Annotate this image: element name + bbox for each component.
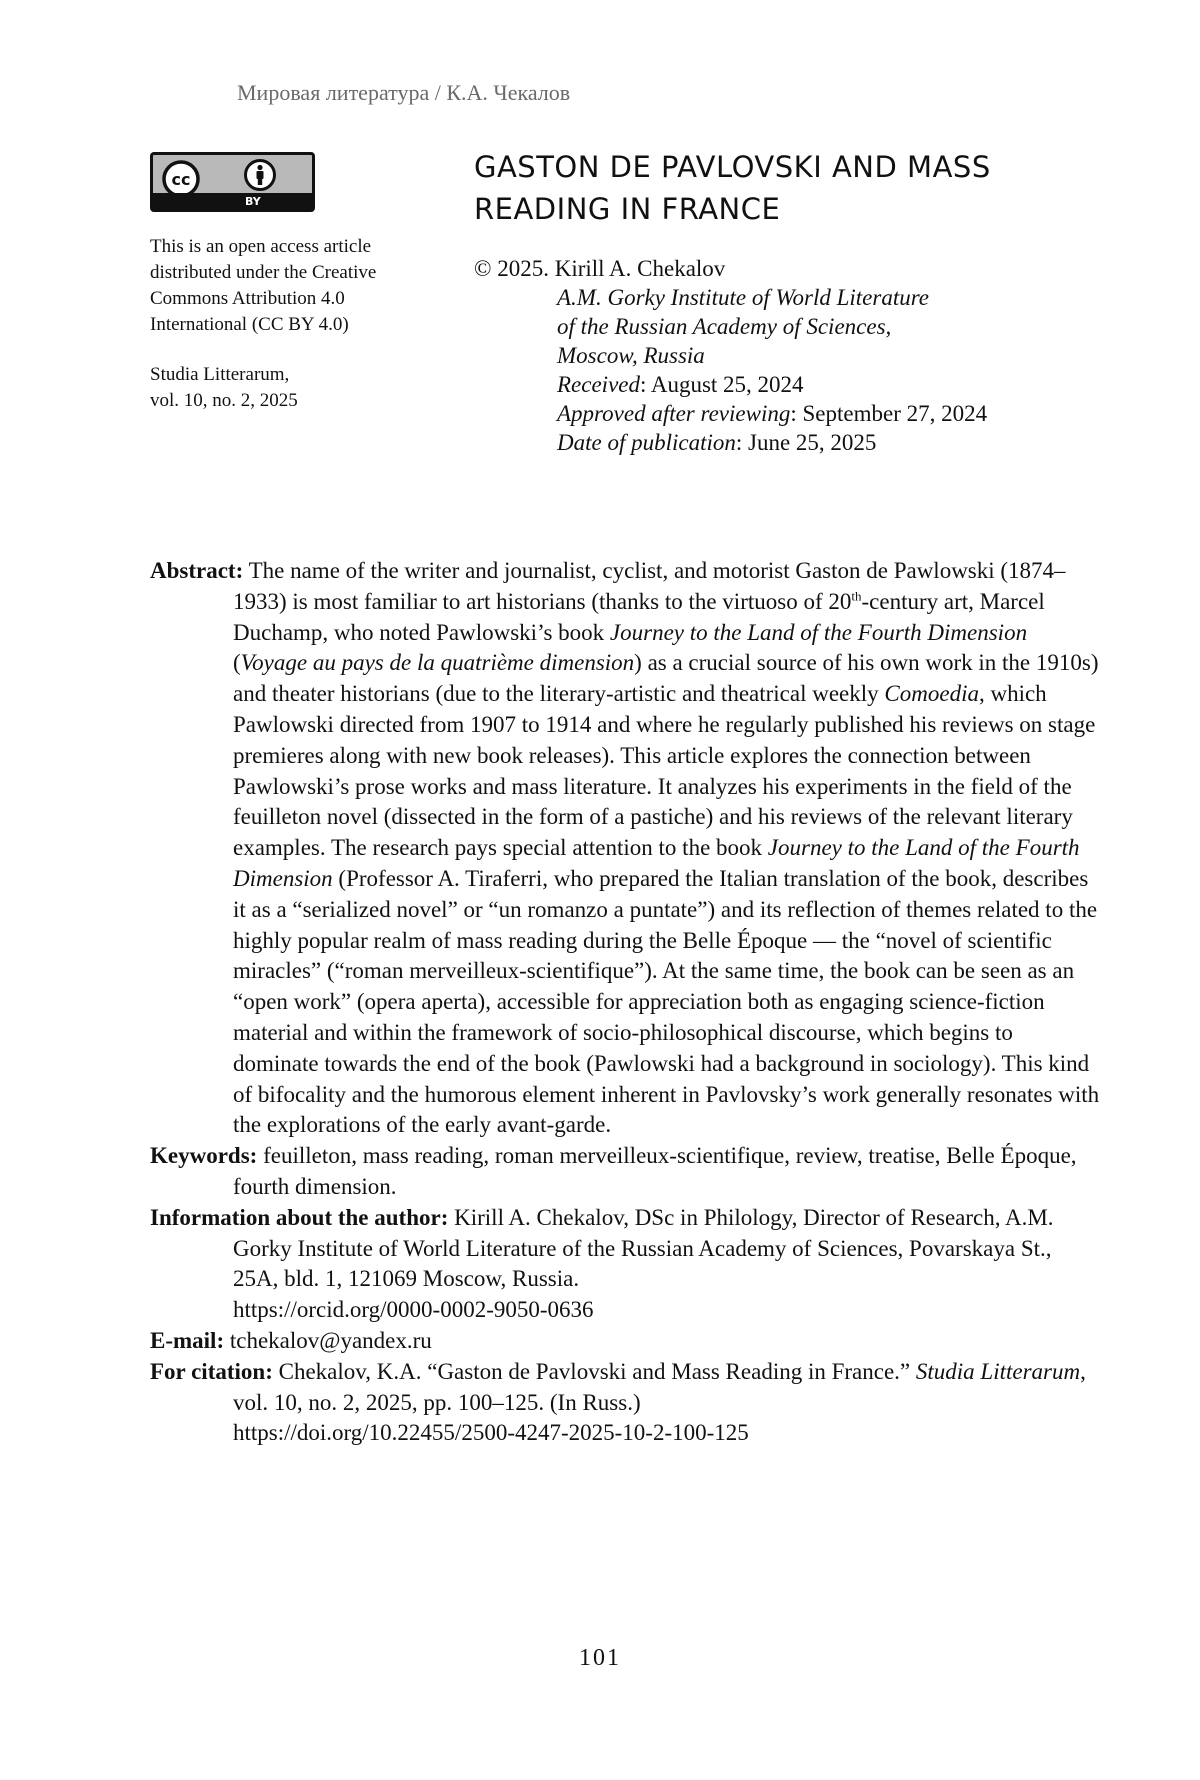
license-line: International (CC BY 4.0): [150, 314, 349, 335]
cc-by-license-badge[interactable]: [150, 152, 315, 212]
article-title: [474, 146, 1034, 230]
article-metadata: [150, 556, 1100, 1449]
orcid-link[interactable]: https://orcid.org/0000-0002-9050-0636: [233, 1297, 594, 1323]
svg-text:cc: cc: [171, 170, 191, 189]
affiliation-line: Moscow, Russia: [557, 343, 705, 368]
journal-line: vol. 10, no. 2, 2025: [150, 390, 298, 411]
page-number: 101: [579, 1645, 621, 1671]
keywords: Keywords: feuilleton, mass reading, roman merveilleux-scientifique, review, treatise, Belle Époque, fourth dimension.: [150, 1143, 1077, 1199]
title-line: READING IN FRANCE: [474, 192, 781, 226]
doi-link[interactable]: https://doi.org/10.22455/2500-4247-2025-10-2-100-125: [233, 1420, 749, 1446]
author-information: Information about the author: Kirill A. Chekalov, DSc in Philology, Director of Research, A.M. Gorky Institute of World Literature of the Russian Academy of Sciences, Povarskaya St., 25A, bld. 1, 121069 Moscow, Russia. https://orcid.org/0000-0002-9050-0636: [150, 1204, 1054, 1323]
received-date: Received: August 25, 2024: [557, 372, 804, 397]
running-head: Мировая литература / К.А. Чекалов: [237, 80, 571, 105]
title-line: GASTON DE PAVLOVSKI AND MASS: [474, 150, 991, 184]
email-link[interactable]: tchekalov@yandex.ru: [224, 1327, 432, 1353]
license-line: distributed under the Creative: [150, 262, 377, 283]
approved-date: Approved after reviewing: September 27, 2024: [557, 401, 988, 426]
byline: [474, 254, 1074, 457]
attribution-person-icon: [243, 158, 277, 192]
email: E-mail: tchekalov@yandex.ru: [150, 1327, 432, 1353]
citation: For citation: Chekalov, K.A. “Gaston de Pavlovski and Mass Reading in France.” Studia Litterarum, vol. 10, no. 2, 2025, pp. 100–125. (In Russ.) https://doi.org/10.22455/2500-4247-2025-10-2-100-125: [150, 1358, 1086, 1446]
badge-bar: [153, 193, 312, 209]
journal-line: Studia Litterarum,: [150, 364, 290, 385]
license-text: [150, 234, 430, 338]
affiliation-line: A.M. Gorky Institute of World Literature: [557, 285, 930, 310]
copyright-author: © 2025. Kirill A. Chekalov: [474, 256, 726, 281]
license-line: This is an open access article: [150, 236, 372, 257]
affiliation-line: of the Russian Academy of Sciences,: [557, 314, 892, 339]
badge-by-label: BY: [245, 195, 261, 208]
license-line: Commons Attribution 4.0: [150, 288, 345, 309]
journal-reference: [150, 362, 430, 414]
license-column: [150, 152, 430, 414]
publication-date: Date of publication: June 25, 2025: [557, 430, 877, 455]
abstract: Abstract: The name of the writer and journalist, cyclist, and motorist Gaston de Pawlowski (1874–1933) is most familiar to art historians (thanks to the virtuoso of 20th-century art, Marcel Duchamp, who noted Pawlowski’s book Journey to the Land of the Fourth Dimension (Voyage au pays de la quatrième dimension) as a crucial source of his own work in the 1910s) and theater historians (due to the literary-artistic and theatrical weekly Comoedia, which Pawlowski directed from 1907 to 1914 and where he regularly published his reviews on stage premieres along with new book releases). This article explores the connection between Pawlowski’s prose works and mass literature. It analyzes his experiments in the field of the feuilleton novel (dissected in the form of a pastiche) and his reviews of the relevant literary examples. The research pays special attention to the book Journey to the Land of the Fourth Dimension (Professor A. Tiraferri, who prepared the Italian translation of the book, describes it as a “serialized novel” or “un romanzo a puntate”) and its reflection of themes related to the highly popular realm of mass reading during the Belle Époque — the “novel of scientific miracles” (“roman merveilleux-scientifique”). At the same time, the book can be seen as an “open work” (opera aperta), accessible for appreciation both as engaging science-fiction material and within the framework of socio-philosophical discourse, which begins to dominate towards the end of the book (Pawlowski had a background in sociology). This kind of bifocality and the humorous element inherent in Pavlovsky’s work generally resonates with the explorations of the early avant-garde.: [150, 558, 1100, 1138]
